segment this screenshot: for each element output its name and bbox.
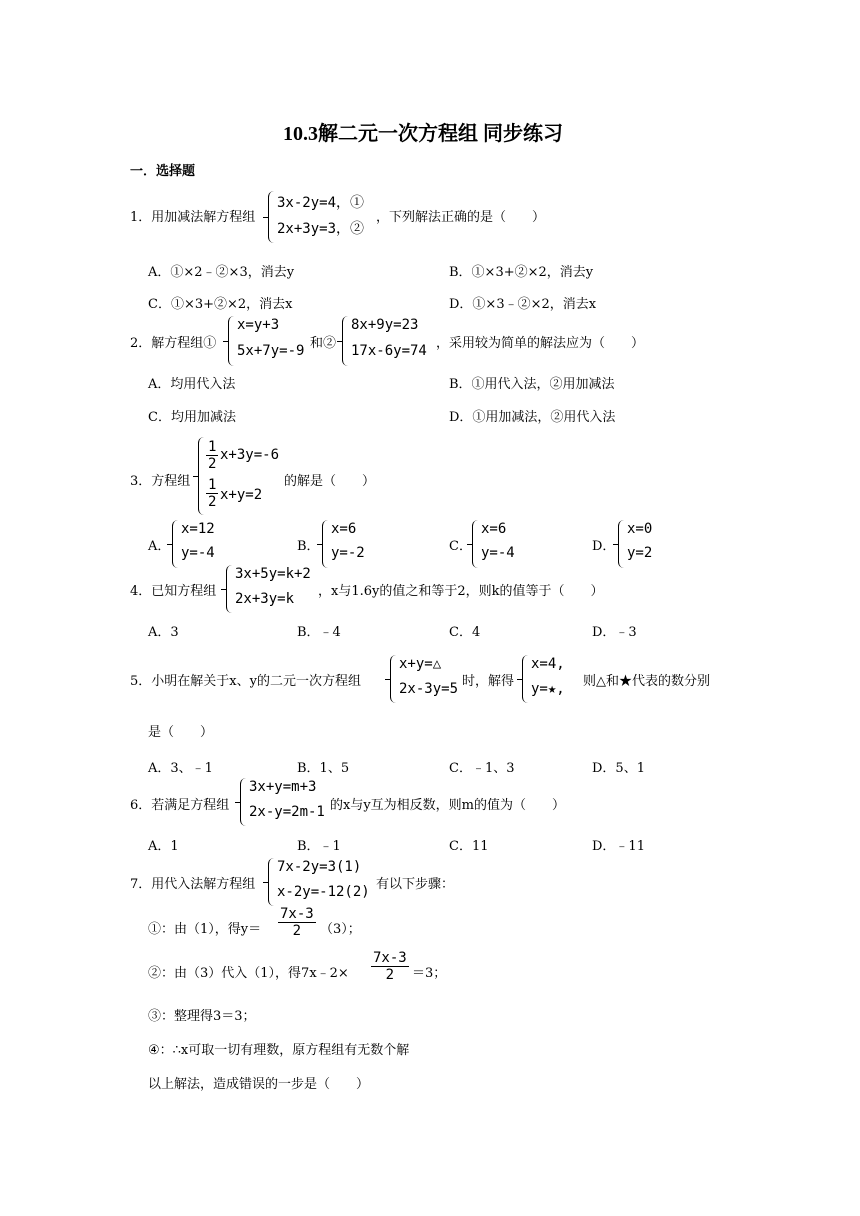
q7-question: 以上解法，造成错误的一步是（ ） [148,1077,370,1092]
denominator: 2 [208,456,217,472]
q5-solution-system [522,655,582,703]
q4-option-b[interactable]: B．﹣4 [297,625,341,640]
q6-option-a[interactable]: A．1 [148,839,179,854]
brace [198,437,205,515]
q2-connector: 和② [310,336,337,351]
q4-option-c[interactable]: C．4 [449,625,481,640]
brace [268,858,275,906]
solution-x: x=4, [531,656,565,672]
q3-option-c-system[interactable] [472,520,532,568]
q7-stem: 7．用代入法解方程组 [130,877,256,892]
solution-y: y=-2 [331,545,365,561]
q7-step-4: ④：∴x可取一切有理数，原方程组有无数个解 [148,1043,410,1058]
q3-option-a-system[interactable] [172,520,232,568]
q3-option-d-label[interactable]: D． [592,539,616,554]
q7-equation-system [268,858,378,906]
brace [226,565,233,613]
brace [390,655,397,703]
q1-option-a[interactable]: A．①×2﹣②×3，消去y [148,265,295,280]
denominator: 2 [385,967,395,983]
solution-x: x=6 [331,521,357,537]
q5-stem-end: 则△和★代表的数分别 [583,674,710,689]
q3-option-b-system[interactable] [322,520,382,568]
q1-stem: 1．用加减法解方程组 [130,210,256,225]
q3-option-d-system[interactable] [618,520,678,568]
brace [342,316,349,366]
solution-x: x=12 [181,521,215,537]
q7-step-1: ①：由（1），得y＝ [148,922,262,937]
brace [240,778,247,826]
q5-option-c[interactable]: C．﹣1、3 [449,761,515,776]
brace [172,520,179,568]
equation-2: 2x-3y=5 [399,681,459,697]
q6-stem-end: 的x与y互为相反数，则m的值为（ ） [330,798,566,813]
equation-1: x+3y=-6 [220,447,280,463]
q7-step-1-end: （3）； [320,922,361,937]
equation-1: 3x+y=m+3 [249,779,317,795]
denominator: 2 [292,923,302,939]
equation-2: 5x+7y=-9 [237,343,305,359]
q5-option-a[interactable]: A．3、﹣1 [148,761,213,776]
q6-equation-system [240,778,335,826]
q2-system-2 [342,316,437,366]
q1-option-c[interactable]: C．①×3+②×2，消去x [148,297,293,312]
numerator: 1 [208,477,217,493]
q2-option-d[interactable]: D．①用加减法，②用代入法 [449,410,616,425]
q6-option-b[interactable]: B．﹣1 [297,839,341,854]
q5-connector: 时，解得 [462,674,515,689]
q2-option-c[interactable]: C．均用加减法 [148,410,236,425]
solution-x: x=6 [481,521,507,537]
q6-option-c[interactable]: C．11 [449,839,489,854]
q3-equation-system [198,437,278,515]
brace [228,316,235,366]
q5-equation-system [390,655,465,703]
brace [618,520,625,568]
equation-2: x+y=2 [220,487,263,503]
q1-equation-system [268,191,383,243]
q1-option-b[interactable]: B．①×3+②×2，消去y [449,265,594,280]
brace [522,655,529,703]
q2-option-b[interactable]: B．①用代入法，②用加减法 [449,377,615,392]
equation-2: 2x-y=2m-1 [249,804,325,820]
fraction-1 [206,439,218,472]
q3-option-a-label[interactable]: A． [148,539,171,554]
q3-option-c-label[interactable]: C． [449,539,472,554]
brace [472,520,479,568]
q7-step-2: ②：由（3）代入（1），得7x﹣2× [148,966,349,981]
q4-option-a[interactable]: A．3 [148,625,179,640]
q6-stem: 6．若满足方程组 [130,798,230,813]
denominator: 2 [208,494,217,510]
solution-y: y=-4 [481,545,515,561]
q2-stem: 2．解方程组① [130,336,217,351]
q5-stem: 5．小明在解关于x、y的二元一次方程组 [130,674,361,689]
equation-2: 2x+3y=k [235,591,295,607]
q2-stem-end: ，采用较为简单的解法应为（ ） [436,336,645,351]
numerator: 1 [208,439,217,455]
q4-option-d[interactable]: D．﹣3 [592,625,637,640]
q3-stem-end: 的解是（ ） [284,474,376,489]
solution-x: x=0 [627,521,653,537]
equation-2: 17x-6y=74 [351,343,427,359]
equation-1: x=y+3 [237,317,280,333]
solution-y: y=-4 [181,545,215,561]
q4-stem-end: ，x与1.6y的值之和等于2，则k的值等于（ ） [318,584,604,599]
section-heading: 一．选择题 [130,164,196,179]
page-title: 10.3解二元一次方程组 同步练习 [283,123,563,145]
q5-stem-continued: 是（ ） [148,725,214,740]
fraction-2 [206,477,218,510]
brace [268,191,275,243]
q7-step-3: ③：整理得3＝3； [148,1009,256,1024]
q5-option-d[interactable]: D．5、1 [592,761,645,776]
numerator: 7x-3 [373,950,407,966]
q4-equation-system [226,565,321,613]
q7-step-2-fraction [371,950,409,983]
equation-1: 3x-2y=4，① [277,195,365,211]
q7-stem-end: 有以下步骤： [376,877,455,892]
numerator: 7x-3 [280,906,314,922]
q5-option-b[interactable]: B．1、5 [297,761,350,776]
solution-y: y=★, [531,681,565,697]
q3-option-b-label[interactable]: B． [297,539,320,554]
equation-1: 7x-2y=3(1) [277,859,362,875]
brace [322,520,329,568]
q3-stem: 3．方程组 [130,474,191,489]
equation-2: x-2y=-12(2) [277,884,370,900]
q4-stem: 4．已知方程组 [130,584,217,599]
solution-y: y=2 [627,545,653,561]
q1-stem-end: ，下列解法正确的是（ ） [376,210,546,225]
equation-1: x+y=△ [399,656,442,672]
q1-option-d[interactable]: D．①×3﹣②×2，消去x [449,297,597,312]
equation-1: 8x+9y=23 [351,317,419,333]
q7-step-1-fraction [278,906,316,939]
q2-system-1 [228,316,313,366]
equation-1: 3x+5y=k+2 [235,566,311,582]
q6-option-d[interactable]: D．﹣11 [592,839,645,854]
equation-2: 2x+3y=3，② [277,221,365,237]
q2-option-a[interactable]: A．均用代入法 [148,377,236,392]
q7-step-2-end: ＝3； [412,966,447,981]
